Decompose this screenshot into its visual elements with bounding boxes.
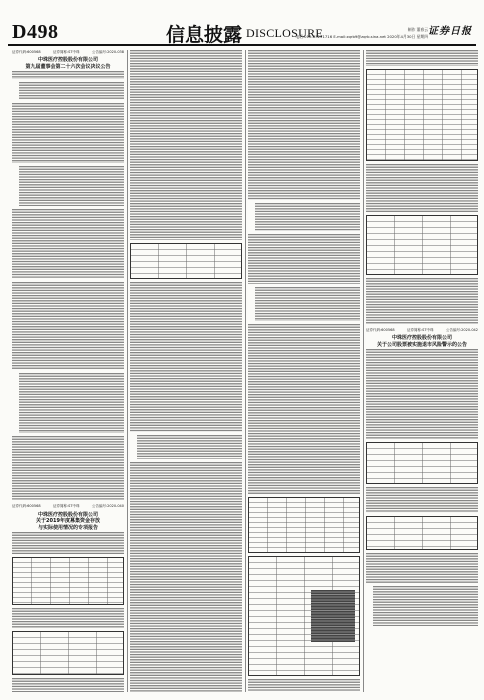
data-table — [130, 243, 242, 279]
stock-code: 证券代码:600568 — [12, 504, 41, 509]
column-4 — [366, 50, 478, 692]
newspaper-logo: 证券日报 — [428, 26, 472, 37]
announcement-title: 中珠医疗控股股份有限公司 关于公司股票被实施退市风险警示的公告 — [376, 335, 467, 348]
text-block — [373, 586, 478, 626]
text-block — [12, 608, 124, 628]
data-table — [366, 442, 478, 484]
column-rule — [245, 50, 246, 692]
text-block — [130, 462, 242, 692]
text-block — [19, 373, 124, 433]
text-block — [248, 234, 360, 284]
text-block — [366, 553, 478, 583]
announcement-number: 公告编号:2020-042 — [445, 328, 478, 332]
column-rule — [363, 50, 364, 692]
text-block — [248, 50, 360, 200]
data-table — [248, 556, 360, 676]
announcement-title: 中珠医疗控股股份有限公司 第九届董事会第二十六次会议决议公告 — [25, 57, 111, 70]
text-block — [12, 71, 124, 79]
text-block — [19, 82, 124, 100]
text-block — [366, 487, 478, 513]
data-table — [366, 215, 478, 275]
data-table — [12, 631, 124, 675]
text-block — [255, 287, 360, 321]
announcement-number: 公告编号:2020-038 — [91, 50, 124, 54]
text-block — [130, 282, 242, 432]
stock-name: 证券简称:ST中珠 — [52, 50, 80, 54]
stock-code: 证券代码:600568 — [12, 50, 41, 54]
editor-line: 制作 董春云 — [407, 27, 428, 32]
text-block — [248, 324, 360, 494]
page-code: D498 — [12, 21, 59, 43]
column-2 — [130, 50, 242, 692]
text-block — [12, 678, 124, 692]
data-table — [12, 557, 124, 605]
text-block — [248, 679, 360, 692]
text-block — [255, 203, 360, 231]
column-rule — [127, 50, 128, 692]
text-block — [12, 282, 124, 370]
text-block — [130, 50, 242, 240]
stock-code: 证券代码:600568 — [366, 328, 395, 332]
text-block — [12, 436, 124, 500]
announcement-number: 公告编号:2020-040 — [91, 504, 124, 509]
column-1 — [12, 50, 124, 692]
data-table — [248, 497, 360, 553]
data-table — [366, 69, 478, 161]
text-block — [366, 278, 478, 324]
section-title-en: DISCLOSURE — [246, 26, 324, 40]
text-block — [19, 166, 124, 206]
text-block — [12, 103, 124, 163]
text-block — [366, 164, 478, 212]
stock-info-line — [12, 504, 124, 508]
text-block — [366, 349, 478, 439]
data-table — [366, 516, 478, 550]
section-title: 信息披露 — [166, 24, 243, 46]
text-block — [12, 532, 124, 554]
text-block — [366, 50, 478, 66]
column-3 — [248, 50, 360, 692]
stock-info-line — [366, 328, 478, 332]
stock-name: 证券简称:ST中珠 — [406, 328, 434, 332]
text-block — [12, 209, 124, 279]
text-block — [137, 435, 242, 459]
stock-info-line — [12, 50, 124, 54]
contact-date-line: 电话:010-83251716 E-mail:zqrb9@zqrb.sina.net 2020年4月30日 星期四 — [295, 34, 428, 39]
masthead — [8, 16, 476, 46]
announcement-title: 中珠医疗控股股份有限公司 关于2019年度募集资金存放 与实际使用情况的专项报告 — [36, 511, 100, 531]
stock-name: 证券简称:ST中珠 — [52, 504, 80, 509]
